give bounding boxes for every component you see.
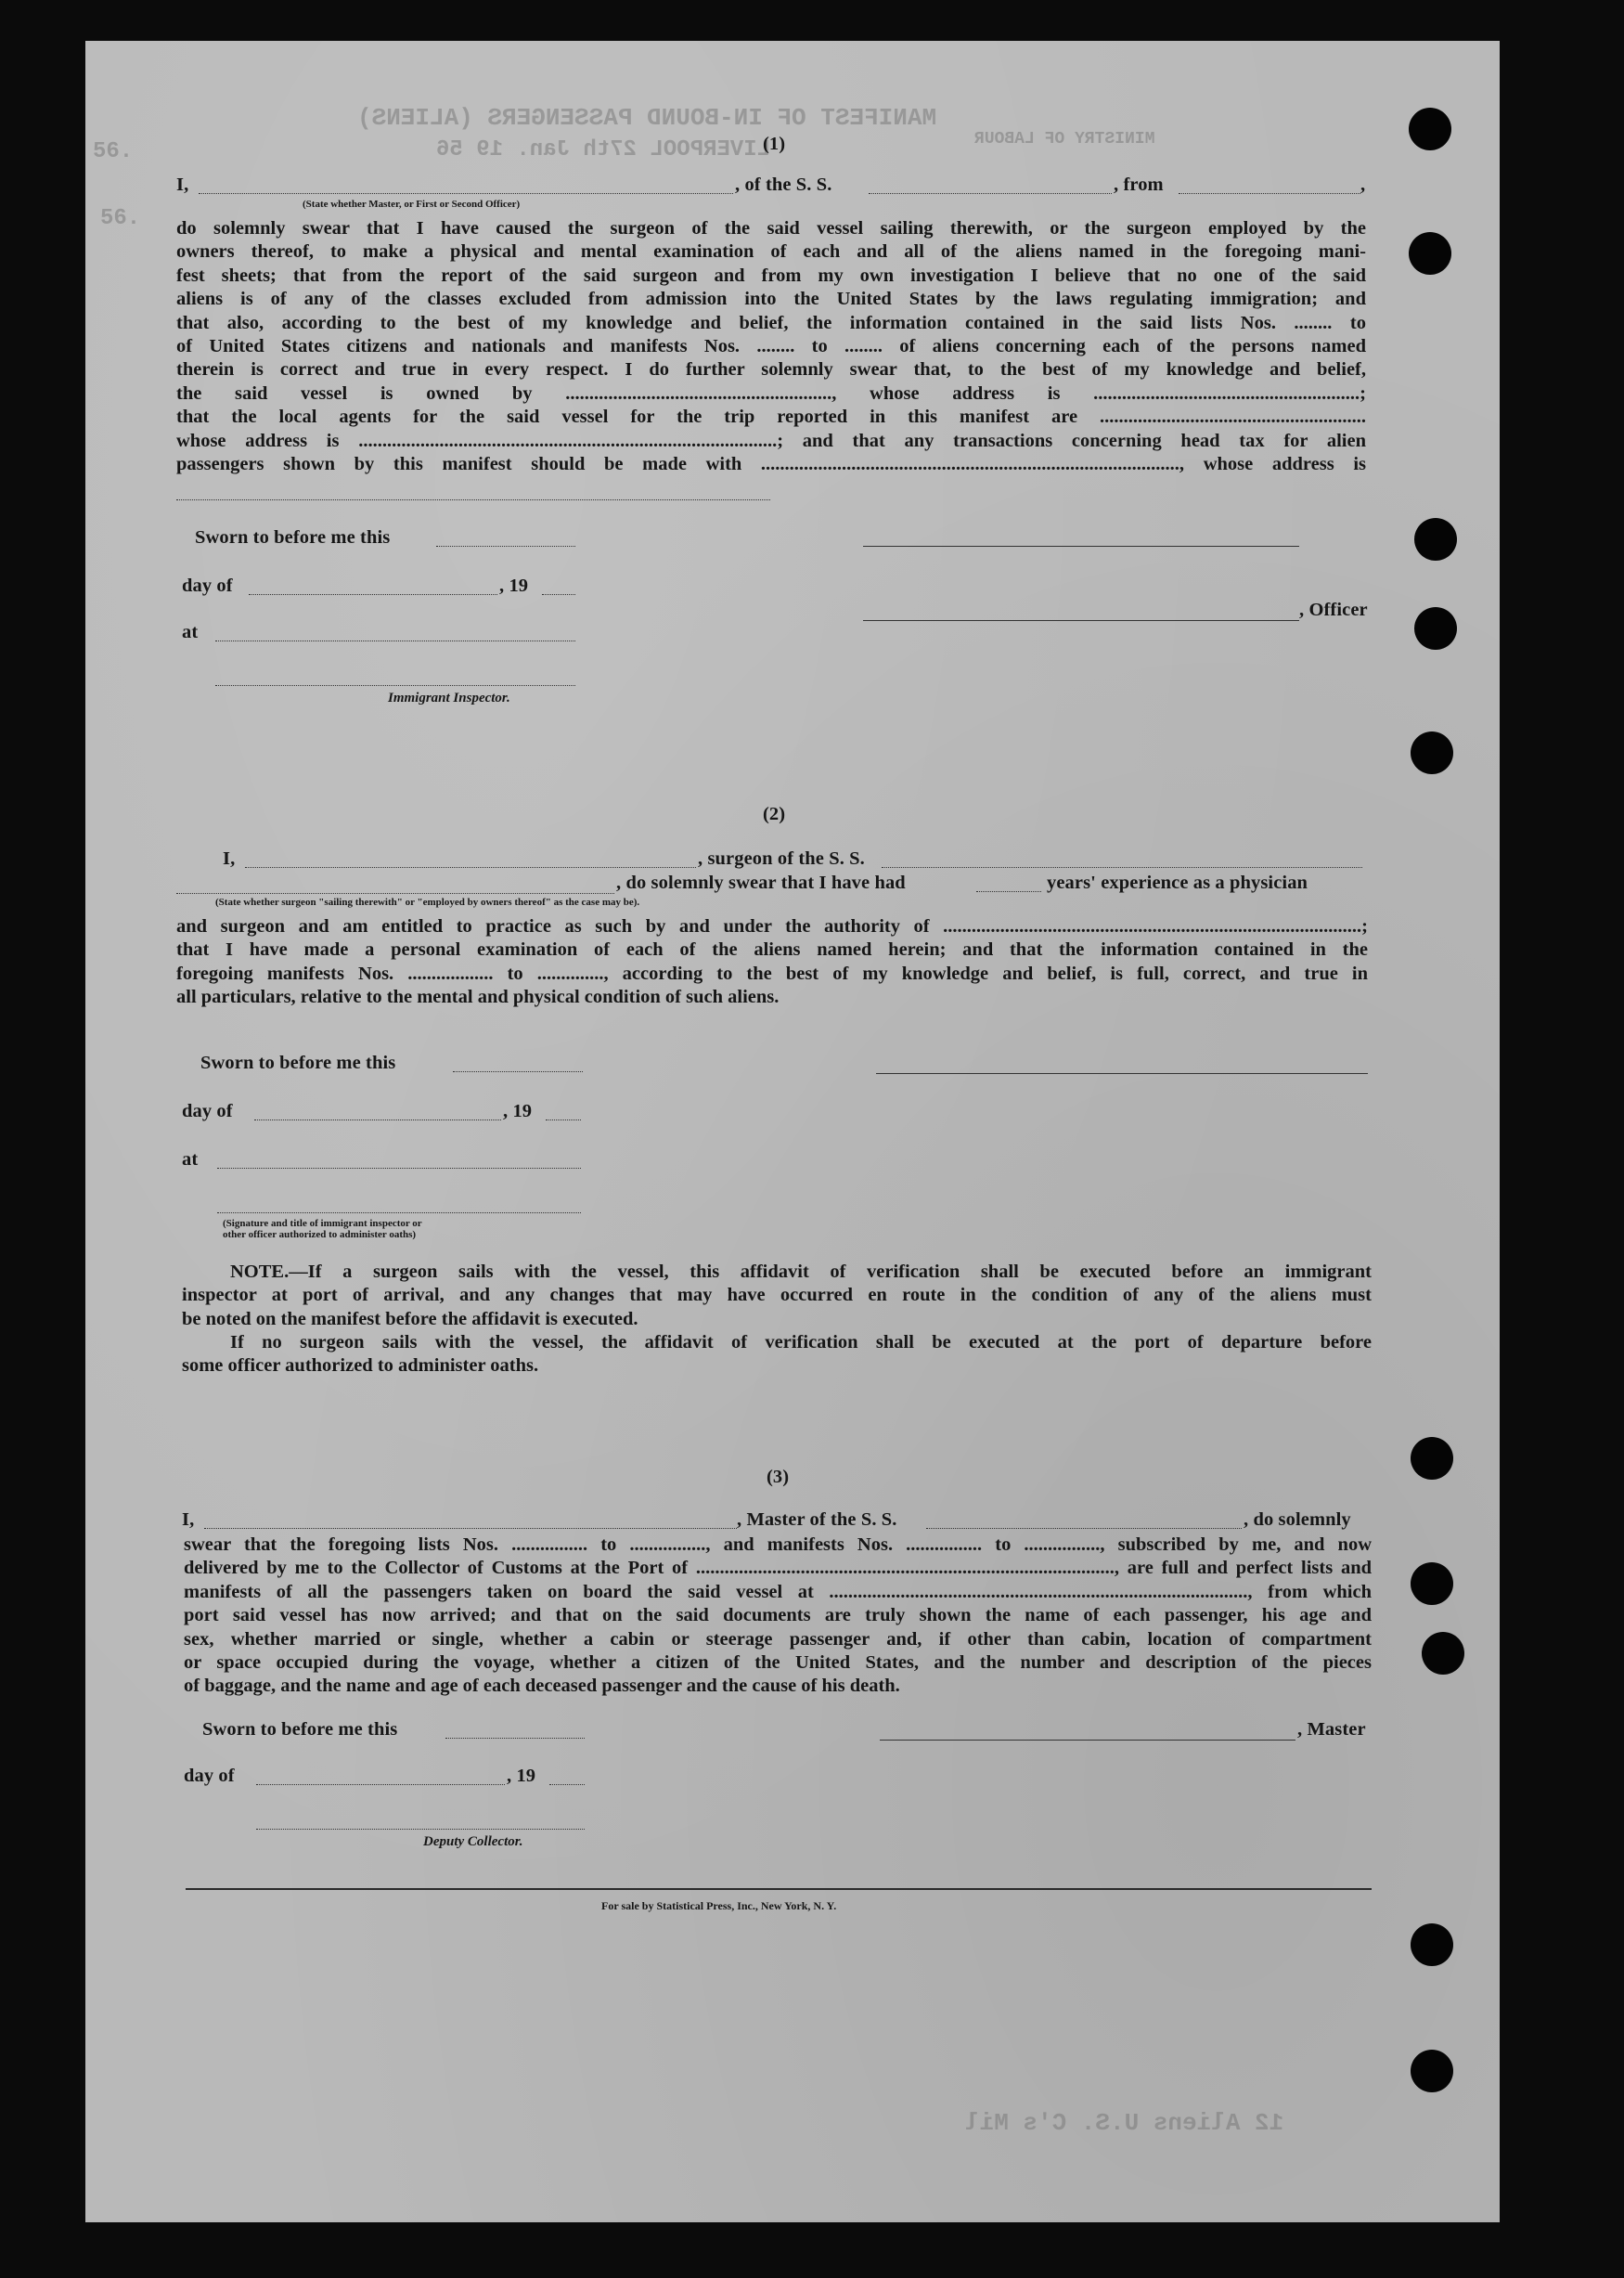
at-label: at xyxy=(182,622,199,642)
address-continued-field[interactable] xyxy=(176,499,770,500)
sworn-label: Sworn to before me this xyxy=(195,527,391,548)
note-line: NOTE.—If a surgeon sails with the vessel, this affidavit of verification shall be executed before an immigrant xyxy=(230,1262,1372,1282)
ghost-stamp: 12 Aliens U.S. C's Mil xyxy=(965,2109,1284,2137)
ghost-margin: 56. xyxy=(100,206,141,231)
officer-label: , Officer xyxy=(1299,600,1368,620)
master-name-field[interactable] xyxy=(204,1528,737,1529)
oath-line: that also, according to the best of my knowledge and belief, the information contained in the said lists Nos. ........ to xyxy=(176,312,1366,333)
surgeon-signature-line[interactable] xyxy=(876,1073,1368,1074)
i-label: I, xyxy=(223,848,236,869)
day-of-label: day of xyxy=(182,576,233,596)
punch-hole xyxy=(1409,108,1451,150)
punch-hole xyxy=(1411,2050,1453,2092)
ss-name-field[interactable] xyxy=(869,193,1112,194)
oath-line: foregoing manifests Nos. .................. to .............., according to the best of my knowledge and belief, is full, correct, and true in xyxy=(176,963,1368,984)
year-label: , 19 xyxy=(499,576,529,596)
sworn-label: Sworn to before me this xyxy=(202,1719,398,1740)
years-field[interactable] xyxy=(976,891,1041,892)
i-label: I, xyxy=(182,1509,195,1530)
oath-paragraph-3 xyxy=(184,1534,1372,1699)
printer-credit: For sale by Statistical Press, Inc., New York, N. Y. xyxy=(601,1899,837,1912)
punch-hole xyxy=(1411,731,1453,774)
oath-line: therein is correct and true in every respect. I do further solemnly swear that, to the best of my knowledge and belief, xyxy=(176,359,1366,381)
punch-hole xyxy=(1414,518,1457,561)
oath-line: aliens is of any of the classes excluded from admission into the United States by the laws regulating immigration; and xyxy=(176,289,1366,310)
year-field[interactable] xyxy=(549,1784,585,1785)
ghost-header: MANIFEST OF IN-BOUND PASSENGERS (ALIENS) xyxy=(357,104,937,132)
note-paragraph xyxy=(182,1261,1372,1331)
surgeon-status-field[interactable] xyxy=(176,893,614,894)
punch-hole xyxy=(1414,607,1457,650)
surgeon-name-field[interactable] xyxy=(245,867,696,868)
officer-note: (State whether Master, or First or Second Officer) xyxy=(303,199,521,210)
oath-line: of baggage, and the name and age of each deceased passenger and the cause of his death. xyxy=(184,1676,900,1697)
at-field[interactable] xyxy=(217,1168,581,1169)
inspector-signature-field[interactable] xyxy=(215,685,575,686)
note-line: inspector at port of arrival, and any changes that may have occurred en route in the condition of any of the aliens must xyxy=(182,1285,1372,1306)
oath-line: whose address is ........................................................................................; and that any transactions concerning head tax for alien xyxy=(176,430,1366,451)
note-line: be noted on the manifest before the affidavit is executed. xyxy=(182,1308,638,1329)
oath-line: owners thereof, to make a physical and mental examination of each and all of the aliens named in the foregoing mani- xyxy=(176,241,1366,263)
oath-line: swear that the foregoing lists Nos. ................ to ................, and manifests Nos. ................ to ................, subscribed by me, and now xyxy=(184,1534,1372,1555)
section-number: (1) xyxy=(763,134,786,154)
oath-line: that the local agents for the said vessel for the trip reported in this manifest are ........................................................ xyxy=(176,407,1366,428)
swear-label: , do solemnly swear that I have had xyxy=(616,873,906,893)
punch-hole xyxy=(1422,1632,1464,1675)
at-label: at xyxy=(182,1149,199,1170)
inspector-label: Immigrant Inspector. xyxy=(388,691,510,705)
sworn-label: Sworn to before me this xyxy=(200,1053,396,1073)
day-of-label: day of xyxy=(182,1101,233,1121)
sworn-date-field[interactable] xyxy=(445,1738,585,1739)
ss-label: , of the S. S. xyxy=(735,175,832,195)
section-number: (3) xyxy=(767,1467,790,1487)
i-label: I, xyxy=(176,175,189,195)
oath-line: fest sheets; that from the report of the said surgeon and from my own investigation I believe that no one of the said xyxy=(176,265,1366,286)
oath-line: port said vessel has now arrived; and that on the said documents are truly shown the name of each passenger, his age and xyxy=(184,1605,1372,1626)
master-label: , Master of the S. S. xyxy=(737,1509,897,1530)
section-number: (2) xyxy=(763,804,786,824)
comma: , xyxy=(1360,175,1366,195)
signature-note: other officer authorized to administer oaths) xyxy=(223,1229,417,1240)
deputy-signature-field[interactable] xyxy=(256,1829,585,1830)
footer-rule xyxy=(186,1888,1372,1890)
from-label: , from xyxy=(1114,175,1164,195)
punch-hole xyxy=(1411,1437,1453,1480)
sworn-date-field[interactable] xyxy=(453,1071,583,1072)
sworn-date-field[interactable] xyxy=(436,546,575,547)
ghost-margin: 56. xyxy=(93,139,134,164)
oath-line: of United States citizens and nationals and manifests Nos. ........ to ........ of aliens concerning each of the persons named xyxy=(176,335,1366,356)
note-paragraph xyxy=(182,1331,1372,1378)
surgeon-note: (State whether surgeon "sailing therewith" or "employed by owners thereof" as the case may be). xyxy=(215,897,640,908)
years-label: years' experience as a physician xyxy=(1047,873,1308,893)
oath-paragraph-2 xyxy=(176,915,1368,1010)
year-field[interactable] xyxy=(542,594,575,595)
day-of-label: day of xyxy=(184,1766,235,1786)
year-label: , 19 xyxy=(507,1766,536,1786)
authorized-signature-field[interactable] xyxy=(217,1212,581,1213)
ghost-header: LIVERPOOL 27th Jan. 19 56 xyxy=(436,137,771,162)
oath-line: all particulars, relative to the mental and physical condition of such aliens. xyxy=(176,987,780,1008)
year-label: , 19 xyxy=(503,1101,533,1121)
day-field[interactable] xyxy=(249,594,497,595)
day-field[interactable] xyxy=(256,1784,505,1785)
punch-hole xyxy=(1411,1562,1453,1605)
oath-line: sex, whether married or single, whether a cabin or steerage passenger and, if other than cabin, location of compartment xyxy=(184,1628,1372,1650)
officer-field[interactable] xyxy=(199,193,733,194)
from-field[interactable] xyxy=(1179,193,1360,194)
deputy-label: Deputy Collector. xyxy=(423,1834,523,1849)
solemnly-label: , do solemnly xyxy=(1244,1509,1351,1530)
punch-hole xyxy=(1409,232,1451,275)
oath-paragraph-1 xyxy=(176,217,1366,476)
signature-note: (Signature and title of immigrant inspector or xyxy=(223,1218,422,1229)
oath-line: delivered by me to the Collector of Customs at the Port of ........................................................................................, are full and perfect lists and xyxy=(184,1558,1372,1579)
officer-signature-line[interactable] xyxy=(863,546,1299,547)
surgeon-label: , surgeon of the S. S. xyxy=(698,848,865,869)
oath-line: manifests of all the passengers taken on board the said vessel at ........................................................................................, from which xyxy=(184,1581,1372,1602)
oath-line: the said vessel is owned by ........................................................, whose address is ........................................................; xyxy=(176,382,1366,404)
officer-name-line[interactable] xyxy=(863,620,1299,621)
master-signature-label: , Master xyxy=(1297,1719,1366,1740)
punch-hole xyxy=(1411,1923,1453,1966)
note-line: If no surgeon sails with the vessel, the affidavit of verification shall be executed at the port of departure before xyxy=(230,1332,1372,1353)
oath-line: or space occupied during the voyage, whether a citizen of the United States, and the number and description of the pieces xyxy=(184,1651,1372,1673)
master-ss-field[interactable] xyxy=(926,1528,1242,1529)
ghost-header: MINISTRY OF LABOUR xyxy=(974,130,1155,149)
oath-line: that I have made a personal examination of each of the aliens named herein; and that the information contained in the xyxy=(176,939,1368,961)
oath-line: do solemnly swear that I have caused the surgeon of the said vessel sailing therewith, or the surgeon employed by the xyxy=(176,218,1366,239)
note-line: some officer authorized to administer oaths. xyxy=(182,1355,539,1377)
oath-line: passengers shown by this manifest should be made with ........................................................................................, whose address is xyxy=(176,453,1366,474)
master-signature-line[interactable] xyxy=(880,1740,1295,1741)
oath-line: and surgeon and am entitled to practice as such by and under the authority of ........................................................................................; xyxy=(176,916,1368,937)
surgeon-ss-field[interactable] xyxy=(882,867,1362,868)
